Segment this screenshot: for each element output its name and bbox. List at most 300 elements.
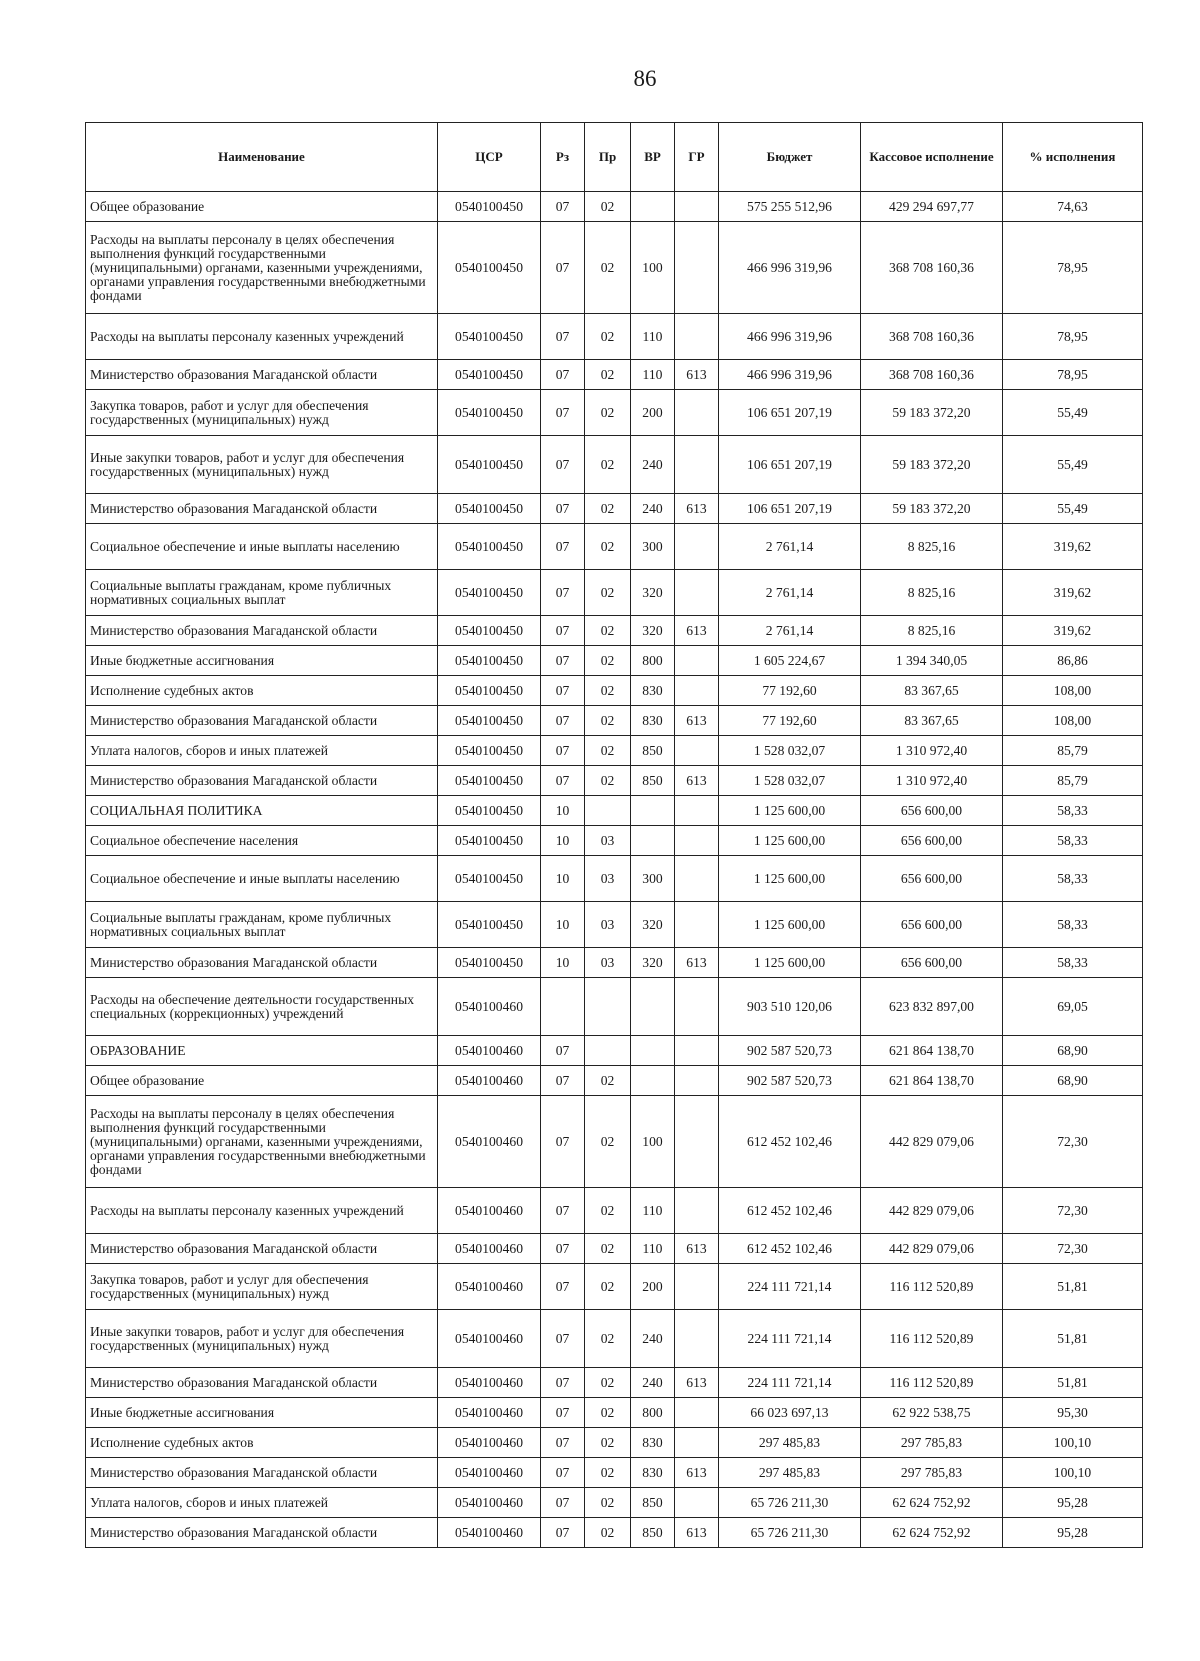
cell-csr: 0540100450	[438, 856, 541, 902]
cell-budget: 224 111 721,14	[719, 1264, 861, 1310]
cell-name: Министерство образования Магаданской области	[86, 706, 438, 736]
cell-rz: 07	[541, 1188, 585, 1234]
cell-name: Расходы на выплаты персоналу в целях обеспечения выполнения функций государственными (муниципальными) органами, казенными учреждениями, органами управления государственными внебюджетными фондами	[86, 222, 438, 314]
cell-rz: 07	[541, 646, 585, 676]
cell-pr: 02	[585, 1234, 631, 1264]
cell-rz: 07	[541, 570, 585, 616]
cell-pct: 100,10	[1003, 1458, 1143, 1488]
cell-gr	[675, 192, 719, 222]
cell-rz: 07	[541, 1264, 585, 1310]
cell-pct: 100,10	[1003, 1428, 1143, 1458]
cell-pct: 319,62	[1003, 570, 1143, 616]
cell-gr	[675, 1066, 719, 1096]
cell-vr: 240	[631, 436, 675, 494]
cell-budget: 106 651 207,19	[719, 494, 861, 524]
table-row	[86, 1264, 1143, 1310]
cell-budget: 903 510 120,06	[719, 978, 861, 1036]
cell-budget: 1 528 032,07	[719, 766, 861, 796]
cell-budget: 106 651 207,19	[719, 436, 861, 494]
cell-kass: 59 183 372,20	[861, 390, 1003, 436]
cell-budget: 1 125 600,00	[719, 856, 861, 902]
cell-pct: 51,81	[1003, 1368, 1143, 1398]
cell-vr: 830	[631, 1428, 675, 1458]
table-row	[86, 1310, 1143, 1368]
cell-pct: 58,33	[1003, 856, 1143, 902]
cell-gr	[675, 902, 719, 948]
cell-csr: 0540100450	[438, 436, 541, 494]
cell-pct: 78,95	[1003, 314, 1143, 360]
cell-pr: 02	[585, 706, 631, 736]
cell-rz: 10	[541, 826, 585, 856]
cell-pr: 02	[585, 1096, 631, 1188]
cell-rz: 07	[541, 314, 585, 360]
cell-csr: 0540100460	[438, 1066, 541, 1096]
cell-vr	[631, 192, 675, 222]
cell-rz: 07	[541, 360, 585, 390]
cell-kass: 656 600,00	[861, 796, 1003, 826]
cell-rz: 07	[541, 616, 585, 646]
table-row	[86, 826, 1143, 856]
cell-name: Министерство образования Магаданской области	[86, 616, 438, 646]
cell-pr: 02	[585, 1310, 631, 1368]
cell-budget: 65 726 211,30	[719, 1488, 861, 1518]
cell-budget: 466 996 319,96	[719, 360, 861, 390]
cell-csr: 0540100460	[438, 1428, 541, 1458]
cell-kass: 1 310 972,40	[861, 736, 1003, 766]
cell-gr: 613	[675, 706, 719, 736]
cell-budget: 1 125 600,00	[719, 902, 861, 948]
cell-csr: 0540100450	[438, 826, 541, 856]
table-row	[86, 1096, 1143, 1188]
cell-pr: 02	[585, 1518, 631, 1548]
cell-pr: 02	[585, 1398, 631, 1428]
cell-pr: 02	[585, 390, 631, 436]
cell-kass: 83 367,65	[861, 706, 1003, 736]
cell-kass: 116 112 520,89	[861, 1264, 1003, 1310]
cell-pr: 02	[585, 192, 631, 222]
cell-csr: 0540100460	[438, 1264, 541, 1310]
cell-kass: 656 600,00	[861, 826, 1003, 856]
cell-vr: 110	[631, 1234, 675, 1264]
cell-name: Министерство образования Магаданской области	[86, 948, 438, 978]
cell-kass: 442 829 079,06	[861, 1234, 1003, 1264]
cell-gr	[675, 1264, 719, 1310]
cell-vr: 320	[631, 570, 675, 616]
table-row	[86, 1066, 1143, 1096]
header-pr: Пр	[585, 123, 631, 192]
cell-budget: 902 587 520,73	[719, 1036, 861, 1066]
cell-vr: 320	[631, 902, 675, 948]
cell-vr: 110	[631, 1188, 675, 1234]
cell-kass: 1 310 972,40	[861, 766, 1003, 796]
cell-gr	[675, 524, 719, 570]
cell-pr: 02	[585, 616, 631, 646]
cell-gr: 613	[675, 1234, 719, 1264]
cell-kass: 621 864 138,70	[861, 1036, 1003, 1066]
table-header-row	[86, 123, 1143, 192]
cell-kass: 116 112 520,89	[861, 1310, 1003, 1368]
cell-gr: 613	[675, 948, 719, 978]
cell-csr: 0540100450	[438, 494, 541, 524]
page-number: 86	[633, 66, 657, 91]
cell-gr	[675, 436, 719, 494]
cell-pct: 72,30	[1003, 1234, 1143, 1264]
cell-csr: 0540100450	[438, 646, 541, 676]
cell-budget: 65 726 211,30	[719, 1518, 861, 1548]
cell-vr: 100	[631, 1096, 675, 1188]
table-row	[86, 524, 1143, 570]
cell-rz	[541, 978, 585, 1036]
cell-pr: 02	[585, 1188, 631, 1234]
cell-csr: 0540100460	[438, 1036, 541, 1066]
cell-pct: 319,62	[1003, 616, 1143, 646]
cell-name: Закупка товаров, работ и услуг для обеспечения государственных (муниципальных) нужд	[86, 1264, 438, 1310]
cell-csr: 0540100450	[438, 902, 541, 948]
cell-name: Социальное обеспечение населения	[86, 826, 438, 856]
cell-csr: 0540100460	[438, 1518, 541, 1548]
cell-pr: 02	[585, 524, 631, 570]
cell-pct: 72,30	[1003, 1188, 1143, 1234]
cell-budget: 466 996 319,96	[719, 314, 861, 360]
cell-kass: 297 785,83	[861, 1458, 1003, 1488]
table-row	[86, 436, 1143, 494]
cell-name: Иные закупки товаров, работ и услуг для обеспечения государственных (муниципальных) нужд	[86, 1310, 438, 1368]
cell-gr	[675, 676, 719, 706]
cell-rz: 07	[541, 494, 585, 524]
cell-rz: 10	[541, 902, 585, 948]
cell-pct: 68,90	[1003, 1036, 1143, 1066]
cell-pr: 02	[585, 676, 631, 706]
cell-csr: 0540100460	[438, 1488, 541, 1518]
header-budget: Бюджет	[719, 123, 861, 192]
cell-gr	[675, 1488, 719, 1518]
cell-pr	[585, 1036, 631, 1066]
cell-gr: 613	[675, 360, 719, 390]
cell-rz: 07	[541, 1488, 585, 1518]
cell-vr	[631, 826, 675, 856]
cell-name: Исполнение судебных актов	[86, 676, 438, 706]
cell-gr	[675, 570, 719, 616]
cell-name: Закупка товаров, работ и услуг для обеспечения государственных (муниципальных) нужд	[86, 390, 438, 436]
cell-vr: 240	[631, 1310, 675, 1368]
cell-pct: 69,05	[1003, 978, 1143, 1036]
cell-pr: 02	[585, 222, 631, 314]
cell-vr: 320	[631, 948, 675, 978]
cell-gr	[675, 1036, 719, 1066]
table-row	[86, 1036, 1143, 1066]
cell-kass: 8 825,16	[861, 570, 1003, 616]
cell-rz: 07	[541, 1066, 585, 1096]
cell-csr: 0540100450	[438, 796, 541, 826]
table-row	[86, 646, 1143, 676]
cell-pct: 55,49	[1003, 436, 1143, 494]
cell-budget: 1 528 032,07	[719, 736, 861, 766]
cell-vr: 850	[631, 766, 675, 796]
cell-rz: 07	[541, 1310, 585, 1368]
cell-vr: 320	[631, 616, 675, 646]
cell-csr: 0540100450	[438, 314, 541, 360]
cell-pct: 95,28	[1003, 1488, 1143, 1518]
table-row	[86, 360, 1143, 390]
table-row	[86, 1458, 1143, 1488]
cell-vr: 830	[631, 1458, 675, 1488]
cell-name: Министерство образования Магаданской области	[86, 1518, 438, 1548]
cell-rz: 07	[541, 706, 585, 736]
cell-name: Социальные выплаты гражданам, кроме публичных нормативных социальных выплат	[86, 902, 438, 948]
cell-csr: 0540100460	[438, 1096, 541, 1188]
cell-budget: 612 452 102,46	[719, 1188, 861, 1234]
cell-budget: 224 111 721,14	[719, 1310, 861, 1368]
cell-pct: 58,33	[1003, 826, 1143, 856]
cell-name: Расходы на выплаты персоналу казенных учреждений	[86, 1188, 438, 1234]
cell-gr	[675, 1188, 719, 1234]
table-row	[86, 1368, 1143, 1398]
cell-gr: 613	[675, 1518, 719, 1548]
cell-budget: 2 761,14	[719, 616, 861, 646]
cell-pct: 319,62	[1003, 524, 1143, 570]
cell-rz: 07	[541, 222, 585, 314]
cell-gr	[675, 646, 719, 676]
cell-csr: 0540100460	[438, 1234, 541, 1264]
cell-pct: 95,28	[1003, 1518, 1143, 1548]
table-row	[86, 616, 1143, 646]
cell-csr: 0540100450	[438, 706, 541, 736]
cell-budget: 2 761,14	[719, 570, 861, 616]
cell-name: Иные бюджетные ассигнования	[86, 646, 438, 676]
cell-pct: 74,63	[1003, 192, 1143, 222]
cell-vr	[631, 978, 675, 1036]
cell-pr: 02	[585, 314, 631, 360]
cell-name: ОБРАЗОВАНИЕ	[86, 1036, 438, 1066]
cell-name: Общее образование	[86, 1066, 438, 1096]
cell-gr	[675, 1310, 719, 1368]
cell-budget: 1 125 600,00	[719, 826, 861, 856]
cell-kass: 368 708 160,36	[861, 222, 1003, 314]
cell-csr: 0540100460	[438, 1188, 541, 1234]
cell-rz: 07	[541, 524, 585, 570]
cell-kass: 8 825,16	[861, 524, 1003, 570]
cell-vr: 850	[631, 1488, 675, 1518]
cell-pct: 78,95	[1003, 222, 1143, 314]
cell-vr: 800	[631, 1398, 675, 1428]
cell-rz: 07	[541, 390, 585, 436]
cell-pct: 68,90	[1003, 1066, 1143, 1096]
cell-pct: 55,49	[1003, 390, 1143, 436]
cell-gr	[675, 856, 719, 902]
cell-kass: 8 825,16	[861, 616, 1003, 646]
cell-rz: 07	[541, 1036, 585, 1066]
cell-csr: 0540100450	[438, 766, 541, 796]
cell-kass: 62 922 538,75	[861, 1398, 1003, 1428]
cell-vr: 800	[631, 646, 675, 676]
cell-vr: 850	[631, 1518, 675, 1548]
header-kass: Кассовое исполнение	[861, 123, 1003, 192]
cell-kass: 623 832 897,00	[861, 978, 1003, 1036]
table-body	[86, 192, 1143, 1548]
cell-pr: 02	[585, 1458, 631, 1488]
cell-rz: 07	[541, 436, 585, 494]
cell-kass: 62 624 752,92	[861, 1488, 1003, 1518]
cell-name: СОЦИАЛЬНАЯ ПОЛИТИКА	[86, 796, 438, 826]
table-row	[86, 978, 1143, 1036]
cell-csr: 0540100450	[438, 222, 541, 314]
cell-pct: 86,86	[1003, 646, 1143, 676]
cell-pct: 51,81	[1003, 1310, 1143, 1368]
cell-pr: 02	[585, 360, 631, 390]
cell-name: Общее образование	[86, 192, 438, 222]
cell-budget: 575 255 512,96	[719, 192, 861, 222]
cell-gr	[675, 390, 719, 436]
cell-pr: 02	[585, 494, 631, 524]
cell-budget: 77 192,60	[719, 676, 861, 706]
cell-gr	[675, 222, 719, 314]
cell-budget: 77 192,60	[719, 706, 861, 736]
cell-rz: 10	[541, 948, 585, 978]
cell-gr: 613	[675, 766, 719, 796]
header-csr: ЦСР	[438, 123, 541, 192]
cell-pr: 03	[585, 826, 631, 856]
cell-vr: 200	[631, 1264, 675, 1310]
table-row	[86, 796, 1143, 826]
cell-gr: 613	[675, 616, 719, 646]
cell-csr: 0540100450	[438, 524, 541, 570]
table-row	[86, 1428, 1143, 1458]
cell-gr	[675, 978, 719, 1036]
cell-pct: 58,33	[1003, 902, 1143, 948]
table-row	[86, 766, 1143, 796]
cell-pr: 02	[585, 646, 631, 676]
table-row	[86, 736, 1143, 766]
cell-pr: 02	[585, 1264, 631, 1310]
cell-csr: 0540100460	[438, 978, 541, 1036]
cell-rz: 07	[541, 1368, 585, 1398]
header-gr: ГР	[675, 123, 719, 192]
cell-gr	[675, 1428, 719, 1458]
cell-pr	[585, 796, 631, 826]
cell-kass: 297 785,83	[861, 1428, 1003, 1458]
cell-kass: 116 112 520,89	[861, 1368, 1003, 1398]
cell-csr: 0540100460	[438, 1368, 541, 1398]
cell-vr: 300	[631, 524, 675, 570]
cell-kass: 442 829 079,06	[861, 1188, 1003, 1234]
cell-rz: 07	[541, 766, 585, 796]
cell-name: Иные закупки товаров, работ и услуг для обеспечения государственных (муниципальных) нужд	[86, 436, 438, 494]
cell-rz: 07	[541, 1458, 585, 1488]
cell-pr: 02	[585, 1428, 631, 1458]
table-row	[86, 902, 1143, 948]
cell-rz: 07	[541, 1234, 585, 1264]
cell-vr: 100	[631, 222, 675, 314]
cell-pct: 78,95	[1003, 360, 1143, 390]
cell-pr: 02	[585, 570, 631, 616]
cell-gr	[675, 314, 719, 360]
cell-kass: 59 183 372,20	[861, 436, 1003, 494]
cell-pr: 02	[585, 736, 631, 766]
header-vr: ВР	[631, 123, 675, 192]
cell-budget: 66 023 697,13	[719, 1398, 861, 1428]
cell-pct: 55,49	[1003, 494, 1143, 524]
cell-gr	[675, 1398, 719, 1428]
cell-name: Социальное обеспечение и иные выплаты населению	[86, 524, 438, 570]
cell-name: Министерство образования Магаданской области	[86, 360, 438, 390]
cell-kass: 656 600,00	[861, 948, 1003, 978]
table-row	[86, 706, 1143, 736]
header-rz: Рз	[541, 123, 585, 192]
cell-name: Уплата налогов, сборов и иных платежей	[86, 1488, 438, 1518]
cell-kass: 429 294 697,77	[861, 192, 1003, 222]
cell-pct: 51,81	[1003, 1264, 1143, 1310]
cell-gr: 613	[675, 494, 719, 524]
cell-kass: 656 600,00	[861, 902, 1003, 948]
table-row	[86, 1188, 1143, 1234]
cell-pr: 02	[585, 766, 631, 796]
cell-vr: 830	[631, 676, 675, 706]
cell-budget: 612 452 102,46	[719, 1096, 861, 1188]
cell-kass: 1 394 340,05	[861, 646, 1003, 676]
cell-name: Министерство образования Магаданской области	[86, 766, 438, 796]
cell-kass: 62 624 752,92	[861, 1518, 1003, 1548]
cell-vr	[631, 1036, 675, 1066]
cell-pct: 85,79	[1003, 766, 1143, 796]
cell-csr: 0540100460	[438, 1310, 541, 1368]
cell-vr: 240	[631, 1368, 675, 1398]
cell-csr: 0540100450	[438, 192, 541, 222]
cell-name: Иные бюджетные ассигнования	[86, 1398, 438, 1428]
cell-pr: 02	[585, 1066, 631, 1096]
cell-pct: 95,30	[1003, 1398, 1143, 1428]
cell-pr: 03	[585, 856, 631, 902]
cell-budget: 466 996 319,96	[719, 222, 861, 314]
cell-budget: 1 125 600,00	[719, 948, 861, 978]
cell-budget: 1 125 600,00	[719, 796, 861, 826]
cell-vr: 830	[631, 706, 675, 736]
budget-table	[85, 122, 1143, 1548]
cell-kass: 59 183 372,20	[861, 494, 1003, 524]
cell-budget: 297 485,83	[719, 1428, 861, 1458]
cell-vr: 240	[631, 494, 675, 524]
cell-vr: 200	[631, 390, 675, 436]
cell-csr: 0540100450	[438, 736, 541, 766]
table-row	[86, 1518, 1143, 1548]
cell-kass: 621 864 138,70	[861, 1066, 1003, 1096]
cell-name: Социальное обеспечение и иные выплаты населению	[86, 856, 438, 902]
table-row	[86, 1398, 1143, 1428]
cell-kass: 368 708 160,36	[861, 314, 1003, 360]
cell-budget: 2 761,14	[719, 524, 861, 570]
cell-csr: 0540100450	[438, 390, 541, 436]
cell-name: Расходы на обеспечение деятельности государственных специальных (коррекционных) учреждений	[86, 978, 438, 1036]
cell-rz: 07	[541, 676, 585, 706]
cell-vr: 850	[631, 736, 675, 766]
cell-pr: 02	[585, 1368, 631, 1398]
cell-name: Министерство образования Магаданской области	[86, 1458, 438, 1488]
table-row	[86, 570, 1143, 616]
cell-rz: 07	[541, 1096, 585, 1188]
cell-csr: 0540100450	[438, 570, 541, 616]
cell-gr	[675, 796, 719, 826]
cell-rz: 07	[541, 1428, 585, 1458]
cell-pr: 02	[585, 436, 631, 494]
cell-budget: 297 485,83	[719, 1458, 861, 1488]
cell-name: Социальные выплаты гражданам, кроме публичных нормативных социальных выплат	[86, 570, 438, 616]
cell-kass: 83 367,65	[861, 676, 1003, 706]
cell-vr: 110	[631, 360, 675, 390]
cell-rz: 07	[541, 736, 585, 766]
cell-pr: 02	[585, 1488, 631, 1518]
cell-budget: 902 587 520,73	[719, 1066, 861, 1096]
table-row	[86, 676, 1143, 706]
cell-budget: 1 605 224,67	[719, 646, 861, 676]
